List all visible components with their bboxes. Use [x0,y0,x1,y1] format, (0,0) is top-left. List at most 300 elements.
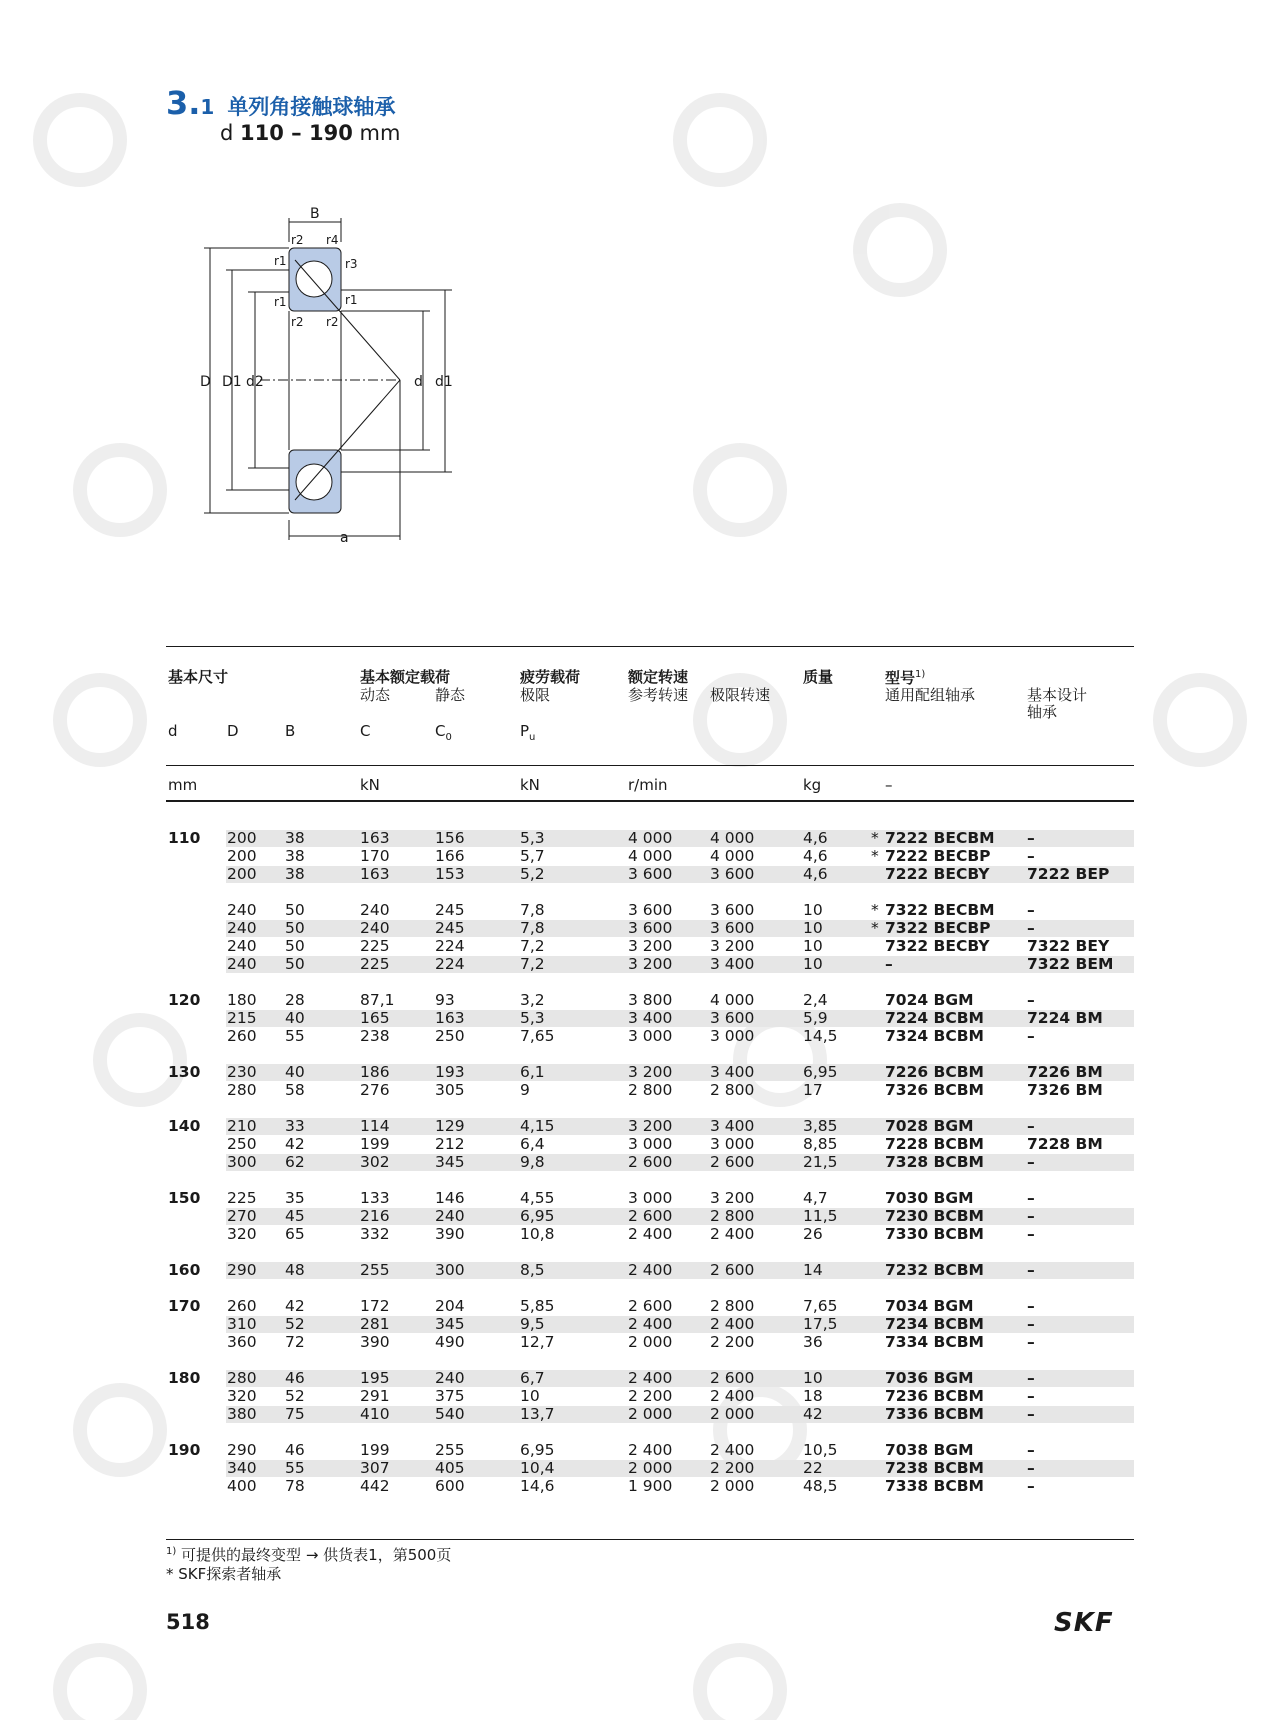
cell-C0: 156 [435,829,465,847]
cell-Pu: 6,7 [520,1369,545,1387]
cell-C0: 345 [435,1153,465,1171]
cell-lim: 2 600 [710,1369,755,1387]
cell-D: 280 [227,1369,257,1387]
cell-basic: – [1027,1459,1035,1477]
cell-lim: 2 400 [710,1225,755,1243]
header-designation-footnote: 1) [915,669,926,680]
cell-C: 390 [360,1333,390,1351]
cell-B: 55 [285,1459,305,1477]
table-row [0,1009,1267,1027]
cell-C: 195 [360,1369,390,1387]
cell-D: 360 [227,1333,257,1351]
cell-basic: – [1027,1477,1035,1495]
cell-basic: 7322 BEM [1027,955,1114,973]
table-row [0,1081,1267,1099]
cell-D: 380 [227,1405,257,1423]
cell-B: 52 [285,1315,305,1333]
cell-C0: 153 [435,865,465,883]
table-row [0,847,1267,865]
cell-basic: – [1027,1333,1035,1351]
cell-d: 120 [168,991,201,1009]
cell-lim: 2 800 [710,1081,755,1099]
cell-Pu: 9,5 [520,1315,545,1333]
header-fatigue-sub: 极限 [520,686,551,704]
cell-Pu: 5,7 [520,847,545,865]
cell-desig: 7222 BECBY [885,865,990,883]
cell-C: 199 [360,1441,390,1459]
cell-desig: 7334 BCBM [885,1333,984,1351]
cell-B: 55 [285,1027,305,1045]
cell-d: 130 [168,1063,201,1081]
dim-label-r3: r3 [345,257,358,271]
cell-basic: – [1027,901,1035,919]
cell-basic: – [1027,1189,1035,1207]
cell-B: 40 [285,1063,305,1081]
cell-d: 150 [168,1189,201,1207]
cell-C: 172 [360,1297,390,1315]
cell-basic: 7224 BM [1027,1009,1103,1027]
cell-lim: 4 000 [710,847,755,865]
cell-C0: 345 [435,1315,465,1333]
header-sym-C0-text: C [435,722,446,740]
table-row [0,1135,1267,1153]
cell-C0: 245 [435,901,465,919]
cell-ref: 3 200 [628,1063,673,1081]
table-row [0,1405,1267,1423]
cell-D: 200 [227,829,257,847]
cell-Pu: 3,2 [520,991,545,1009]
cell-C0: 204 [435,1297,465,1315]
cell-lim: 3 400 [710,955,755,973]
cell-Pu: 14,6 [520,1477,555,1495]
dim-label-r2-bottom-right: r2 [326,315,339,329]
dim-label-D1: D1 [222,374,242,390]
cell-lim: 2 400 [710,1387,755,1405]
cell-D: 225 [227,1189,257,1207]
table-row [0,901,1267,919]
dim-label-r2-bottom-left: r2 [291,315,304,329]
cell-basic: – [1027,1297,1035,1315]
cell-star: * [871,901,879,919]
cell-desig: 7234 BCBM [885,1315,984,1333]
table-row [0,865,1267,883]
cell-basic: – [1027,1117,1035,1135]
cell-D: 270 [227,1207,257,1225]
cell-desig: 7322 BECBY [885,937,990,955]
cell-ref: 3 600 [628,919,673,937]
cell-lim: 3 000 [710,1027,755,1045]
cell-m: 18 [803,1387,823,1405]
cell-B: 46 [285,1369,305,1387]
cell-desig: 7322 BECBP [885,919,991,937]
cell-basic: – [1027,1441,1035,1459]
cell-basic: 7222 BEP [1027,865,1110,883]
cell-ref: 3 800 [628,991,673,1009]
cell-D: 260 [227,1297,257,1315]
section-title: 单列角接触球轴承 [227,95,396,119]
cell-lim: 2 600 [710,1153,755,1171]
cell-m: 48,5 [803,1477,838,1495]
cell-C: 442 [360,1477,390,1495]
cell-d: 190 [168,1441,201,1459]
cell-D: 300 [227,1153,257,1171]
table-row [0,1189,1267,1207]
size-range-value: 110 – 190 [240,121,353,145]
cell-ref: 2 200 [628,1387,673,1405]
cell-Pu: 9,8 [520,1153,545,1171]
cell-D: 240 [227,919,257,937]
cell-B: 50 [285,955,305,973]
cell-C0: 405 [435,1459,465,1477]
cell-B: 52 [285,1387,305,1405]
table-row [0,919,1267,937]
cell-D: 250 [227,1135,257,1153]
header-static: 静态 [435,686,466,704]
cell-C0: 305 [435,1081,465,1099]
cell-D: 210 [227,1117,257,1135]
cell-lim: 3 000 [710,1135,755,1153]
cell-C0: 240 [435,1369,465,1387]
cell-D: 200 [227,847,257,865]
table-row [0,1207,1267,1225]
header-speed-lim: 极限转速 [710,686,771,704]
cell-C: 240 [360,919,390,937]
cell-Pu: 7,2 [520,955,545,973]
cell-basic: – [1027,919,1035,937]
cell-basic: – [1027,1225,1035,1243]
cell-B: 50 [285,901,305,919]
header-designation [885,666,925,687]
cell-B: 28 [285,991,305,1009]
cell-Pu: 4,15 [520,1117,555,1135]
cell-ref: 2 600 [628,1153,673,1171]
cell-C0: 146 [435,1189,465,1207]
bearing-cross-section-diagram [190,200,480,560]
cell-desig: 7230 BCBM [885,1207,984,1225]
header-sym-C0 [435,722,452,747]
header-sym-Pu-sub: u [529,732,536,743]
cell-C: 255 [360,1261,390,1279]
size-range-unit: mm [359,121,401,145]
cell-desig: 7222 BECBP [885,847,991,865]
unit-designation: – [885,776,893,794]
cell-ref: 3 000 [628,1189,673,1207]
cell-lim: 3 400 [710,1063,755,1081]
header-speed-ref: 参考转速 [628,686,689,704]
cell-Pu: 10,4 [520,1459,555,1477]
cell-desig: 7226 BCBM [885,1063,984,1081]
cell-Pu: 12,7 [520,1333,555,1351]
header-sym-d: d [168,722,178,740]
cell-C: 163 [360,829,390,847]
cell-m: 4,6 [803,865,828,883]
cell-desig: 7036 BGM [885,1369,974,1387]
cell-m: 14,5 [803,1027,838,1045]
cell-B: 62 [285,1153,305,1171]
cell-m: 10 [803,901,823,919]
cell-desig: 7324 BCBM [885,1027,984,1045]
header-sym-Pu [520,722,535,747]
cell-basic: – [1027,1207,1035,1225]
cell-ref: 2 400 [628,1369,673,1387]
cell-basic: – [1027,1261,1035,1279]
cell-ref: 3 200 [628,1117,673,1135]
cell-m: 2,4 [803,991,828,1009]
cell-desig: 7024 BGM [885,991,974,1009]
cell-ref: 2 400 [628,1261,673,1279]
footnotes [166,1542,451,1584]
cell-ref: 2 800 [628,1081,673,1099]
cell-m: 14 [803,1261,823,1279]
table-row [0,1459,1267,1477]
cell-lim: 2 600 [710,1261,755,1279]
cell-C: 114 [360,1117,390,1135]
cell-C: 307 [360,1459,390,1477]
cell-desig: 7222 BECBM [885,829,995,847]
skf-logo: SKF [1054,1608,1114,1638]
cell-desig: 7028 BGM [885,1117,974,1135]
cell-d: 180 [168,1369,201,1387]
header-sym-C0-sub: 0 [445,732,452,743]
cell-C: 216 [360,1207,390,1225]
cell-ref: 2 400 [628,1441,673,1459]
cell-C: 332 [360,1225,390,1243]
cell-m: 22 [803,1459,823,1477]
cell-ref: 3 600 [628,901,673,919]
cell-C0: 390 [435,1225,465,1243]
cell-desig: 7034 BGM [885,1297,974,1315]
table-row [0,1027,1267,1045]
cell-B: 40 [285,1009,305,1027]
cell-Pu: 6,95 [520,1441,555,1459]
table-row [0,1153,1267,1171]
cell-C: 163 [360,865,390,883]
cell-D: 230 [227,1063,257,1081]
cell-C0: 300 [435,1261,465,1279]
unit-kN-load: kN [360,776,380,794]
unit-mm: mm [168,776,198,794]
cell-C: 302 [360,1153,390,1171]
section-number-sub: 1 [200,95,215,119]
cell-lim: 3 600 [710,865,755,883]
cell-ref: 4 000 [628,847,673,865]
cell-lim: 3 600 [710,901,755,919]
cell-desig: 7328 BCBM [885,1153,984,1171]
header-sym-B: B [285,722,296,740]
cell-desig: 7030 BGM [885,1189,974,1207]
cell-C: 240 [360,901,390,919]
dim-label-B: B [310,206,320,222]
cell-d: 110 [168,829,201,847]
cell-lim: 2 200 [710,1333,755,1351]
cell-ref: 3 200 [628,955,673,973]
cell-D: 200 [227,865,257,883]
cell-ref: 3 000 [628,1027,673,1045]
cell-C0: 600 [435,1477,465,1495]
cell-C: 276 [360,1081,390,1099]
footnote-2: * SKF探索者轴承 [166,1565,282,1583]
cell-m: 42 [803,1405,823,1423]
cell-D: 215 [227,1009,257,1027]
cell-ref: 4 000 [628,829,673,847]
cell-C0: 375 [435,1387,465,1405]
cell-m: 10 [803,919,823,937]
section-number: 3. [166,84,201,122]
cell-Pu: 8,5 [520,1261,545,1279]
table-row [0,1261,1267,1279]
cell-D: 290 [227,1441,257,1459]
cell-m: 17 [803,1081,823,1099]
footnote-1 [166,1542,451,1565]
cell-ref: 2 000 [628,1333,673,1351]
cell-B: 46 [285,1441,305,1459]
cell-B: 72 [285,1333,305,1351]
cell-C0: 163 [435,1009,465,1027]
cell-desig: 7336 BCBM [885,1405,984,1423]
cell-ref: 2 600 [628,1297,673,1315]
cell-m: 4,7 [803,1189,828,1207]
cell-lim: 3 200 [710,1189,755,1207]
units-divider [166,800,1134,802]
cell-D: 320 [227,1225,257,1243]
size-range [220,121,400,145]
table-row [0,1315,1267,1333]
cell-B: 58 [285,1081,305,1099]
cell-Pu: 13,7 [520,1405,555,1423]
cell-m: 8,85 [803,1135,838,1153]
cell-C: 225 [360,955,390,973]
cell-Pu: 6,95 [520,1207,555,1225]
cell-C0: 490 [435,1333,465,1351]
header-sym-Pu-text: P [520,722,530,740]
cell-lim: 3 600 [710,1009,755,1027]
cell-D: 290 [227,1261,257,1279]
cell-ref: 3 000 [628,1135,673,1153]
cell-Pu: 5,85 [520,1297,555,1315]
table-row [0,1333,1267,1351]
cell-C: 199 [360,1135,390,1153]
cell-ref: 2 400 [628,1315,673,1333]
cell-ref: 2 600 [628,1207,673,1225]
footnote-rule [166,1539,1134,1540]
cell-C0: 93 [435,991,455,1009]
header-mass: 质量 [803,668,834,686]
cell-basic: – [1027,847,1035,865]
cell-C: 281 [360,1315,390,1333]
cell-lim: 2 800 [710,1207,755,1225]
cell-C0: 255 [435,1441,465,1459]
cell-m: 10 [803,937,823,955]
dim-label-d2: d2 [246,374,264,390]
cell-Pu: 7,2 [520,937,545,955]
table-row [0,1369,1267,1387]
cell-B: 45 [285,1207,305,1225]
cell-lim: 2 400 [710,1315,755,1333]
header-universal: 通用配组轴承 [885,686,976,704]
cell-C: 133 [360,1189,390,1207]
header-basic-dims: 基本尺寸 [168,668,229,686]
header-sym-C: C [360,722,371,740]
cell-D: 240 [227,937,257,955]
page-number: 518 [166,1610,210,1634]
cell-C: 87,1 [360,991,395,1009]
cell-C0: 129 [435,1117,465,1135]
cell-B: 33 [285,1117,305,1135]
footnote-1-mark: 1) [166,1546,177,1557]
cell-lim: 3 600 [710,919,755,937]
dim-label-D: D [200,374,211,390]
cell-m: 3,85 [803,1117,838,1135]
cell-C: 238 [360,1027,390,1045]
cell-ref: 3 200 [628,937,673,955]
cell-Pu: 4,55 [520,1189,555,1207]
cell-d: 160 [168,1261,201,1279]
dim-label-r1-mid: r1 [274,295,287,309]
header-load-ratings: 基本额定载荷 [360,668,451,686]
cell-Pu: 7,8 [520,919,545,937]
cell-Pu: 10,8 [520,1225,555,1243]
unit-speed: r/min [628,776,668,794]
cell-basic: 7228 BM [1027,1135,1103,1153]
table-row [0,1297,1267,1315]
cell-C: 186 [360,1063,390,1081]
dim-label-r1-right: r1 [345,293,358,307]
table-row [0,955,1267,973]
dim-label-d1: d1 [435,374,453,390]
unit-kN-fatigue: kN [520,776,540,794]
cell-lim: 2 000 [710,1405,755,1423]
cell-B: 38 [285,847,305,865]
cell-basic: – [1027,1369,1035,1387]
header-sym-D: D [227,722,239,740]
cell-Pu: 6,1 [520,1063,545,1081]
section-heading [166,84,395,122]
cell-d: 140 [168,1117,201,1135]
cell-Pu: 10 [520,1387,540,1405]
cell-basic: – [1027,829,1035,847]
cell-Pu: 5,2 [520,865,545,883]
cell-m: 6,95 [803,1063,838,1081]
cell-m: 7,65 [803,1297,838,1315]
cell-C: 410 [360,1405,390,1423]
cell-star: * [871,847,879,865]
cell-star: * [871,919,879,937]
cell-m: 17,5 [803,1315,838,1333]
table-row [0,1387,1267,1405]
cell-B: 42 [285,1297,305,1315]
cell-ref: 3 400 [628,1009,673,1027]
header-dynamic: 动态 [360,686,391,704]
cell-ref: 2 400 [628,1225,673,1243]
cell-m: 10 [803,955,823,973]
cell-desig: 7326 BCBM [885,1081,984,1099]
cell-lim: 2 400 [710,1441,755,1459]
table-row [0,829,1267,847]
cell-Pu: 7,8 [520,901,545,919]
table-row [0,937,1267,955]
cell-desig: 7238 BCBM [885,1459,984,1477]
header-designation-text: 型号 [885,669,916,687]
cell-d: 170 [168,1297,201,1315]
cell-C0: 193 [435,1063,465,1081]
cell-ref: 1 900 [628,1477,673,1495]
cell-desig: 7038 BGM [885,1441,974,1459]
cell-D: 310 [227,1315,257,1333]
dim-label-a: a [340,530,349,546]
cell-lim: 4 000 [710,829,755,847]
cell-C0: 166 [435,847,465,865]
cell-B: 38 [285,865,305,883]
